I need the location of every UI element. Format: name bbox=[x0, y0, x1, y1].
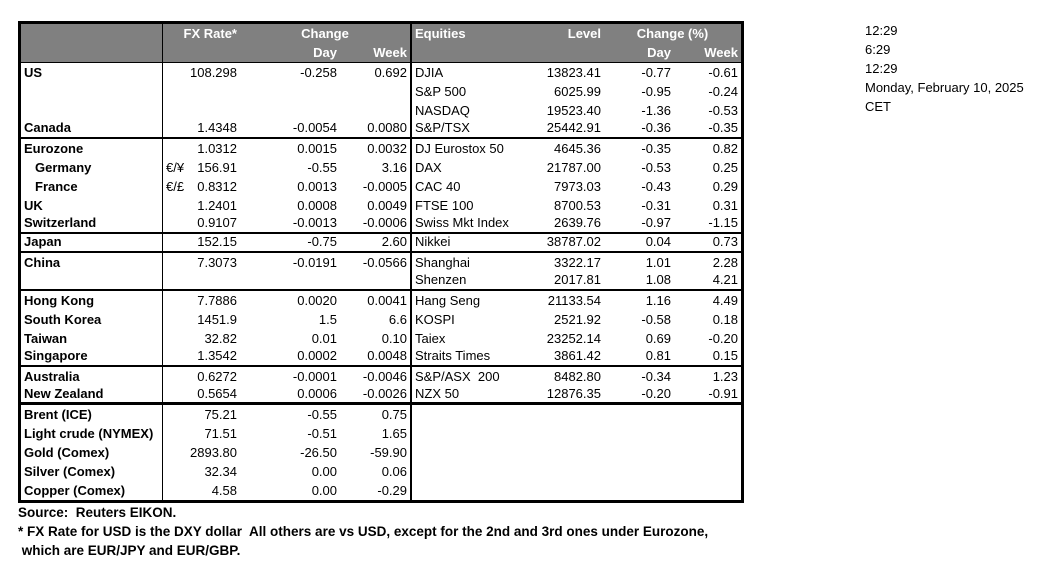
fx-label: New Zealand bbox=[21, 386, 163, 402]
equity-week-change: -0.20 bbox=[708, 331, 738, 346]
equity-week-change: -0.61 bbox=[708, 65, 738, 80]
equity-day-change: -0.36 bbox=[641, 120, 671, 135]
fx-day-change: -0.51 bbox=[307, 426, 337, 441]
fx-rate-value: 0.5654 bbox=[197, 386, 237, 401]
timestamp-line: 6:29 bbox=[865, 42, 891, 57]
equities-level-header: Level bbox=[567, 26, 601, 41]
equity-week-change: 0.15 bbox=[712, 348, 738, 363]
timezone-line: CET bbox=[865, 99, 891, 114]
equity-day-change: -0.95 bbox=[641, 84, 671, 99]
equity-level bbox=[518, 481, 604, 500]
fx-day-change: -0.0013 bbox=[292, 215, 337, 230]
equity-level bbox=[518, 424, 604, 443]
equity-level: 6025.99 bbox=[554, 84, 601, 99]
equities-day-header: Day bbox=[647, 45, 671, 60]
equity-week-change bbox=[674, 481, 741, 500]
table-body bbox=[21, 63, 741, 500]
fx-week-change: 0.0080 bbox=[367, 120, 407, 135]
equity-day-change: 1.08 bbox=[645, 272, 671, 287]
equities-week-header: Week bbox=[704, 45, 738, 60]
fx-change-header: Change bbox=[301, 26, 349, 41]
equity-level: 3861.42 bbox=[554, 348, 601, 363]
fx-week-change: 1.65 bbox=[381, 426, 407, 441]
header-blank-cell bbox=[21, 43, 163, 62]
fx-rate-value: 32.34 bbox=[204, 464, 237, 479]
equity-week-change bbox=[674, 424, 741, 443]
timestamp-line: 12:29 bbox=[865, 61, 898, 76]
fx-rate-cell bbox=[163, 443, 240, 462]
table-row bbox=[21, 63, 741, 82]
fx-rate-cell bbox=[163, 291, 240, 310]
date-line: Monday, February 10, 2025 bbox=[865, 80, 1024, 95]
fx-rate-cell bbox=[163, 158, 240, 177]
header-blank-cell bbox=[21, 24, 163, 43]
table-row bbox=[21, 272, 741, 291]
fx-rate-value: 32.82 bbox=[204, 331, 237, 346]
fx-rate-cell bbox=[163, 253, 240, 272]
equity-week-change: 4.49 bbox=[712, 293, 738, 308]
fx-rate-header: FX Rate* bbox=[183, 26, 237, 41]
equity-week-change bbox=[674, 405, 741, 424]
fx-day-change: 0.01 bbox=[311, 331, 337, 346]
equity-level: 2017.81 bbox=[554, 272, 601, 287]
table-row bbox=[21, 424, 741, 443]
equity-week-change: -0.24 bbox=[708, 84, 738, 99]
equity-day-change: -0.53 bbox=[641, 160, 671, 175]
fx-week-change bbox=[340, 272, 410, 289]
equity-week-change: 4.21 bbox=[712, 272, 738, 287]
fx-label: Light crude (NYMEX) bbox=[21, 424, 163, 443]
table-row bbox=[21, 234, 741, 253]
table-row bbox=[21, 158, 741, 177]
fx-rate-value: 1451.9 bbox=[197, 312, 237, 327]
equity-week-change: 0.18 bbox=[712, 312, 738, 327]
equities-header: Equities bbox=[410, 24, 518, 43]
fx-day-change: -0.55 bbox=[307, 407, 337, 422]
header-blank-cell bbox=[518, 43, 604, 62]
table-row bbox=[21, 120, 741, 139]
fx-label: France bbox=[21, 177, 163, 196]
fx-label: Singapore bbox=[21, 348, 163, 365]
fx-week-change: 2.60 bbox=[381, 234, 407, 249]
fx-rate-value: 7.7886 bbox=[197, 293, 237, 308]
table-row bbox=[21, 405, 741, 424]
fx-label: Japan bbox=[21, 234, 163, 251]
fx-label: Silver (Comex) bbox=[21, 462, 163, 481]
fx-label bbox=[21, 101, 163, 120]
equity-week-change: 0.82 bbox=[712, 141, 738, 156]
equity-name: KOSPI bbox=[410, 310, 518, 329]
equity-name: S&P/ASX 200 bbox=[410, 367, 518, 386]
table-row bbox=[21, 367, 741, 386]
fx-day-change: 0.0013 bbox=[297, 179, 337, 194]
table-row bbox=[21, 177, 741, 196]
fx-rate-cell bbox=[163, 310, 240, 329]
equity-level bbox=[518, 405, 604, 424]
fx-label bbox=[21, 272, 163, 289]
fx-rate-cell bbox=[163, 329, 240, 348]
equity-level: 13823.41 bbox=[546, 65, 601, 80]
equity-level: 3322.17 bbox=[554, 255, 601, 270]
fx-rate-value: 1.3542 bbox=[197, 348, 237, 363]
fx-label: UK bbox=[21, 196, 163, 215]
header-blank-cell bbox=[163, 43, 240, 62]
header-row-1 bbox=[21, 24, 741, 43]
equity-name: DJIA bbox=[410, 63, 518, 82]
equity-name: S&P/TSX bbox=[410, 120, 518, 137]
fx-rate-value: 1.2401 bbox=[197, 198, 237, 213]
source-note: Source: Reuters EIKON. bbox=[18, 505, 177, 520]
equity-day-change: -0.58 bbox=[641, 312, 671, 327]
equity-day-change: -1.36 bbox=[641, 103, 671, 118]
fx-rate-cell bbox=[163, 386, 240, 402]
equities-change-header: Change (%) bbox=[636, 26, 709, 41]
fx-rate-value: 7.3073 bbox=[197, 255, 237, 270]
equity-name bbox=[410, 481, 518, 500]
equity-level bbox=[518, 443, 604, 462]
fx-rate-cell bbox=[163, 234, 240, 251]
fx-equities-table bbox=[18, 21, 744, 503]
table-row bbox=[21, 386, 741, 405]
fx-day-change: 0.0002 bbox=[297, 348, 337, 363]
fx-rate-value: 1.0312 bbox=[197, 141, 237, 156]
fx-day-change: -0.258 bbox=[300, 65, 337, 80]
equity-day-change bbox=[604, 443, 674, 462]
fx-rate-value: 71.51 bbox=[204, 426, 237, 441]
equity-name: Nikkei bbox=[410, 234, 518, 251]
fx-week-change: -0.0006 bbox=[362, 215, 407, 230]
fx-label: Germany bbox=[21, 158, 163, 177]
table-row bbox=[21, 443, 741, 462]
equity-level: 25442.91 bbox=[546, 120, 601, 135]
fx-label: Copper (Comex) bbox=[21, 481, 163, 500]
equity-day-change: -0.97 bbox=[641, 215, 671, 230]
fx-label: Gold (Comex) bbox=[21, 443, 163, 462]
fx-day-change: -0.0054 bbox=[292, 120, 337, 135]
equity-day-change: 0.69 bbox=[645, 331, 671, 346]
equity-level: 21787.00 bbox=[546, 160, 601, 175]
equity-name: Swiss Mkt Index bbox=[410, 215, 518, 232]
fx-rate-cell bbox=[163, 367, 240, 386]
equity-level: 2639.76 bbox=[554, 215, 601, 230]
fx-rate-value: 75.21 bbox=[204, 407, 237, 422]
equity-week-change bbox=[674, 443, 741, 462]
fx-week-change: -0.0026 bbox=[362, 386, 407, 401]
header-row-2 bbox=[21, 43, 741, 62]
fx-day-change: 0.00 bbox=[311, 464, 337, 479]
fx-rate-cell bbox=[163, 139, 240, 158]
table-row bbox=[21, 329, 741, 348]
fx-week-change: -0.29 bbox=[377, 483, 407, 498]
fx-rate-cell bbox=[163, 272, 240, 289]
fx-day-change bbox=[240, 101, 340, 120]
fx-rate-cell bbox=[163, 101, 240, 120]
table-row bbox=[21, 481, 741, 500]
fx-week-change: 0.0032 bbox=[367, 141, 407, 156]
fx-label: South Korea bbox=[21, 310, 163, 329]
fx-label: Switzerland bbox=[21, 215, 163, 232]
fx-week-change: 0.10 bbox=[381, 331, 407, 346]
equity-day-change: -0.34 bbox=[641, 369, 671, 384]
equity-level: 8482.80 bbox=[554, 369, 601, 384]
fx-day-change: 0.0015 bbox=[297, 141, 337, 156]
fx-day-change: 0.00 bbox=[311, 483, 337, 498]
fx-rate-note-line-1: * FX Rate for USD is the DXY dollar All others are vs USD, except for the 2nd and 3rd ones under Eurozone, bbox=[18, 524, 709, 539]
fx-rate-value: 1.4348 bbox=[197, 120, 237, 135]
equity-level bbox=[518, 462, 604, 481]
equity-name: DAX bbox=[410, 158, 518, 177]
fx-rate-cell bbox=[163, 481, 240, 500]
timestamp-line: 12:29 bbox=[865, 23, 898, 38]
fx-rate-value: 152.15 bbox=[197, 234, 237, 249]
fx-day-change: -0.0191 bbox=[292, 255, 337, 270]
fx-label: Brent (ICE) bbox=[21, 405, 163, 424]
fx-rate-cell bbox=[163, 215, 240, 232]
equity-day-change: -0.35 bbox=[641, 141, 671, 156]
equity-level: 38787.02 bbox=[546, 234, 601, 249]
equity-week-change: 0.73 bbox=[712, 234, 738, 249]
table-row bbox=[21, 291, 741, 310]
equity-week-change: 2.28 bbox=[712, 255, 738, 270]
fx-rate-cell bbox=[163, 462, 240, 481]
fx-rate-value: 0.9107 bbox=[197, 215, 237, 230]
fx-day-change: 1.5 bbox=[318, 312, 337, 327]
equity-level: 8700.53 bbox=[554, 198, 601, 213]
fx-day-change: -0.75 bbox=[307, 234, 337, 249]
currency-pair-label: €/¥ bbox=[166, 160, 185, 175]
equity-name: NASDAQ bbox=[410, 101, 518, 120]
equity-level: 21133.54 bbox=[547, 293, 601, 308]
fx-rate-cell bbox=[163, 82, 240, 101]
fx-rate-cell bbox=[163, 348, 240, 365]
equity-name: FTSE 100 bbox=[410, 196, 518, 215]
equity-day-change bbox=[604, 462, 674, 481]
equity-level: 12876.35 bbox=[546, 386, 601, 401]
fx-rate-note-line-2: which are EUR/JPY and EUR/GBP. bbox=[18, 543, 241, 558]
equity-week-change: -1.15 bbox=[708, 215, 738, 230]
equity-day-change: 1.16 bbox=[645, 293, 671, 308]
table-row bbox=[21, 139, 741, 158]
equity-day-change: -0.77 bbox=[641, 65, 671, 80]
table-row bbox=[21, 310, 741, 329]
fx-week-change bbox=[340, 82, 410, 101]
equity-week-change: -0.53 bbox=[708, 103, 738, 118]
fx-day-change: 0.0006 bbox=[297, 386, 337, 401]
fx-label: Australia bbox=[21, 367, 163, 386]
table-row bbox=[21, 348, 741, 367]
fx-rate-value: 156.91 bbox=[197, 160, 237, 175]
fx-day-change: -0.55 bbox=[307, 160, 337, 175]
equity-name bbox=[410, 462, 518, 481]
equity-name: DJ Eurostox 50 bbox=[410, 139, 518, 158]
table-row bbox=[21, 462, 741, 481]
fx-rate-cell bbox=[163, 424, 240, 443]
equity-week-change: 0.29 bbox=[712, 179, 738, 194]
fx-day-change: 0.0008 bbox=[297, 198, 337, 213]
fx-label: Hong Kong bbox=[21, 291, 163, 310]
equity-name bbox=[410, 443, 518, 462]
fx-rate-value: 108.298 bbox=[190, 65, 237, 80]
fx-rate-cell bbox=[163, 120, 240, 137]
fx-rate-cell bbox=[163, 196, 240, 215]
equity-week-change: -0.35 bbox=[708, 120, 738, 135]
equity-level: 19523.40 bbox=[546, 103, 601, 118]
equity-level: 7973.03 bbox=[554, 179, 601, 194]
equity-name: Shenzen bbox=[410, 272, 518, 289]
fx-week-change: -59.90 bbox=[370, 445, 407, 460]
fx-label: China bbox=[21, 253, 163, 272]
equity-name: Hang Seng bbox=[410, 291, 518, 310]
fx-day-change: -0.0001 bbox=[292, 369, 337, 384]
fx-rate-value: 2893.80 bbox=[190, 445, 237, 460]
equity-name: Straits Times bbox=[410, 348, 518, 365]
fx-week-change: 0.06 bbox=[381, 464, 407, 479]
equity-name: Shanghai bbox=[410, 253, 518, 272]
equity-level: 2521.92 bbox=[554, 312, 601, 327]
fx-week-change: 3.16 bbox=[381, 160, 407, 175]
equity-week-change: 1.23 bbox=[712, 369, 738, 384]
table-header bbox=[21, 24, 741, 63]
fx-week-change: 0.692 bbox=[374, 65, 407, 80]
fx-day-change bbox=[240, 82, 340, 101]
fx-rate-cell bbox=[163, 405, 240, 424]
equity-name: CAC 40 bbox=[410, 177, 518, 196]
fx-week-change: -0.0046 bbox=[362, 369, 407, 384]
equity-level: 23252.14 bbox=[546, 331, 601, 346]
fx-label bbox=[21, 82, 163, 101]
equity-day-change: -0.43 bbox=[641, 179, 671, 194]
equity-week-change: 0.25 bbox=[712, 160, 738, 175]
fx-week-change: 6.6 bbox=[388, 312, 407, 327]
fx-rate-cell bbox=[163, 177, 240, 196]
fx-label: US bbox=[21, 63, 163, 82]
fx-rate-value: 0.6272 bbox=[197, 369, 237, 384]
table-row bbox=[21, 101, 741, 120]
fx-week-change: 0.0048 bbox=[367, 348, 407, 363]
fx-label: Canada bbox=[21, 120, 163, 137]
fx-label: Eurozone bbox=[21, 139, 163, 158]
table-row bbox=[21, 253, 741, 272]
equity-name bbox=[410, 424, 518, 443]
fx-day-change: -26.50 bbox=[300, 445, 337, 460]
equity-level: 4645.36 bbox=[554, 141, 601, 156]
equity-week-change: 0.31 bbox=[712, 198, 738, 213]
equity-day-change bbox=[604, 481, 674, 500]
fx-week-change: 0.0049 bbox=[367, 198, 407, 213]
table-row bbox=[21, 82, 741, 101]
fx-week-header: Week bbox=[373, 45, 407, 60]
equity-name: NZX 50 bbox=[410, 386, 518, 402]
equity-week-change: -0.91 bbox=[708, 386, 738, 401]
table-row bbox=[21, 196, 741, 215]
equity-day-change: 1.01 bbox=[645, 255, 671, 270]
equity-day-change: 0.04 bbox=[645, 234, 671, 249]
table-row bbox=[21, 215, 741, 234]
equity-name bbox=[410, 405, 518, 424]
fx-rate-cell bbox=[163, 63, 240, 82]
fx-week-change bbox=[340, 101, 410, 120]
timestamp-panel bbox=[865, 21, 1024, 116]
equity-day-change: 0.81 bbox=[645, 348, 671, 363]
fx-day-change bbox=[240, 272, 340, 289]
fx-label: Taiwan bbox=[21, 329, 163, 348]
fx-week-change: -0.0005 bbox=[362, 179, 407, 194]
currency-pair-label: €/£ bbox=[166, 179, 185, 194]
equity-name: S&P 500 bbox=[410, 82, 518, 101]
equity-day-change bbox=[604, 405, 674, 424]
fx-week-change: 0.75 bbox=[381, 407, 407, 422]
equity-name: Taiex bbox=[410, 329, 518, 348]
fx-day-change: 0.0020 bbox=[297, 293, 337, 308]
header-blank-cell bbox=[410, 43, 518, 62]
equity-day-change bbox=[604, 424, 674, 443]
equity-day-change: -0.20 bbox=[641, 386, 671, 401]
footnotes bbox=[18, 503, 708, 560]
fx-week-change: -0.0566 bbox=[362, 255, 407, 270]
fx-week-change: 0.0041 bbox=[367, 293, 407, 308]
equity-day-change: -0.31 bbox=[641, 198, 671, 213]
equity-week-change bbox=[674, 462, 741, 481]
fx-rate-value: 0.8312 bbox=[197, 179, 237, 194]
fx-rate-value: 4.58 bbox=[211, 483, 237, 498]
fx-day-header: Day bbox=[313, 45, 337, 60]
